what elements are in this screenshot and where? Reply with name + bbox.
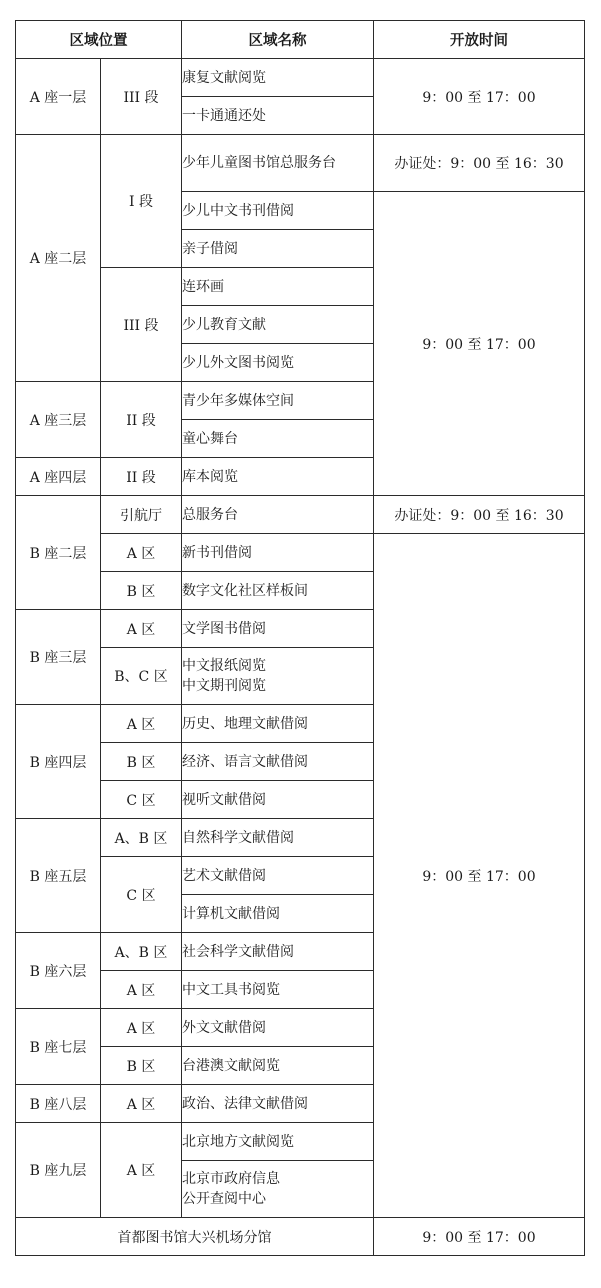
- table-row: [16, 496, 585, 534]
- area-name-cell: 一卡通通还处: [182, 97, 374, 135]
- section-cell: A 区: [101, 610, 182, 648]
- opening-hours-table: [15, 20, 585, 1256]
- area-name-cell: 政治、法律文献借阅: [182, 1085, 374, 1123]
- area-name-cell: 经济、语言文献借阅: [182, 743, 374, 781]
- floor-cell: A 座四层: [16, 458, 101, 496]
- section-cell: B、C 区: [101, 648, 182, 705]
- section-cell: II 段: [101, 382, 182, 458]
- table-row: [16, 1218, 585, 1256]
- section-cell: II 段: [101, 458, 182, 496]
- area-name-cell: 少儿中文书刊借阅: [182, 192, 374, 230]
- table-row: [16, 135, 585, 192]
- section-cell: B 区: [101, 1047, 182, 1085]
- area-name-cell: 台港澳文献阅览: [182, 1047, 374, 1085]
- area-name-cell: 历史、地理文献借阅: [182, 705, 374, 743]
- area-name-line: 公开查阅中心: [182, 1191, 266, 1207]
- area-name-cell: 自然科学文献借阅: [182, 819, 374, 857]
- header-area-name: 区域名称: [182, 21, 374, 59]
- branch-cell: 首都图书馆大兴机场分馆: [16, 1218, 374, 1256]
- section-cell: I 段: [101, 135, 182, 268]
- area-name-line: 中文期刊阅览: [182, 678, 266, 694]
- open-time-cell: 办证处：9：00 至 16：30: [374, 135, 585, 192]
- open-time-cell: 9：00 至 17：00: [374, 534, 585, 1218]
- section-cell: 引航厅: [101, 496, 182, 534]
- section-cell: A 区: [101, 1085, 182, 1123]
- area-name-cell: 计算机文献借阅: [182, 895, 374, 933]
- area-name-cell: [182, 1161, 374, 1218]
- section-cell: A 区: [101, 971, 182, 1009]
- area-name-cell: 少儿教育文献: [182, 306, 374, 344]
- floor-cell: B 座九层: [16, 1123, 101, 1218]
- section-cell: C 区: [101, 857, 182, 933]
- section-cell: C 区: [101, 781, 182, 819]
- area-name-cell: 新书刊借阅: [182, 534, 374, 572]
- open-time-cell: 9：00 至 17：00: [374, 192, 585, 496]
- area-name-cell: 社会科学文献借阅: [182, 933, 374, 971]
- floor-cell: B 座五层: [16, 819, 101, 933]
- area-name-cell: 视听文献借阅: [182, 781, 374, 819]
- floor-cell: B 座四层: [16, 705, 101, 819]
- section-cell: B 区: [101, 572, 182, 610]
- area-name-cell: 库本阅览: [182, 458, 374, 496]
- area-name-line: 中文报纸阅览: [182, 658, 266, 674]
- area-name-cell: 少年儿童图书馆总服务台: [182, 135, 374, 192]
- floor-cell: B 座二层: [16, 496, 101, 610]
- section-cell: A、B 区: [101, 933, 182, 971]
- area-name-cell: 康复文献阅览: [182, 59, 374, 97]
- section-cell: III 段: [101, 268, 182, 382]
- open-time-cell: 9：00 至 17：00: [374, 59, 585, 135]
- open-time-cell: 办证处：9：00 至 16：30: [374, 496, 585, 534]
- area-name-cell: 中文工具书阅览: [182, 971, 374, 1009]
- floor-cell: B 座七层: [16, 1009, 101, 1085]
- floor-cell: A 座一层: [16, 59, 101, 135]
- area-name-cell: 北京地方文献阅览: [182, 1123, 374, 1161]
- section-cell: III 段: [101, 59, 182, 135]
- area-name-cell: 数字文化社区样板间: [182, 572, 374, 610]
- floor-cell: B 座六层: [16, 933, 101, 1009]
- section-cell: A 区: [101, 534, 182, 572]
- floor-cell: B 座三层: [16, 610, 101, 705]
- area-name-cell: 少儿外文图书阅览: [182, 344, 374, 382]
- header-area-location: 区域位置: [16, 21, 182, 59]
- area-name-cell: 外文文献借阅: [182, 1009, 374, 1047]
- area-name-cell: 青少年多媒体空间: [182, 382, 374, 420]
- area-name-line: 北京市政府信息: [182, 1171, 280, 1187]
- section-cell: A 区: [101, 1123, 182, 1218]
- area-name-cell: 亲子借阅: [182, 230, 374, 268]
- floor-cell: B 座八层: [16, 1085, 101, 1123]
- area-name-cell: [182, 648, 374, 705]
- floor-cell: A 座三层: [16, 382, 101, 458]
- section-cell: A 区: [101, 705, 182, 743]
- area-name-cell: 总服务台: [182, 496, 374, 534]
- area-name-cell: 连环画: [182, 268, 374, 306]
- table-header-row: [16, 21, 585, 59]
- header-open-time: 开放时间: [374, 21, 585, 59]
- area-name-cell: 艺术文献借阅: [182, 857, 374, 895]
- table-row: [16, 534, 585, 572]
- area-name-cell: 童心舞台: [182, 420, 374, 458]
- floor-cell: A 座二层: [16, 135, 101, 382]
- section-cell: B 区: [101, 743, 182, 781]
- table-row: [16, 59, 585, 97]
- open-time-cell: 9：00 至 17：00: [374, 1218, 585, 1256]
- section-cell: A 区: [101, 1009, 182, 1047]
- section-cell: A、B 区: [101, 819, 182, 857]
- area-name-cell: 文学图书借阅: [182, 610, 374, 648]
